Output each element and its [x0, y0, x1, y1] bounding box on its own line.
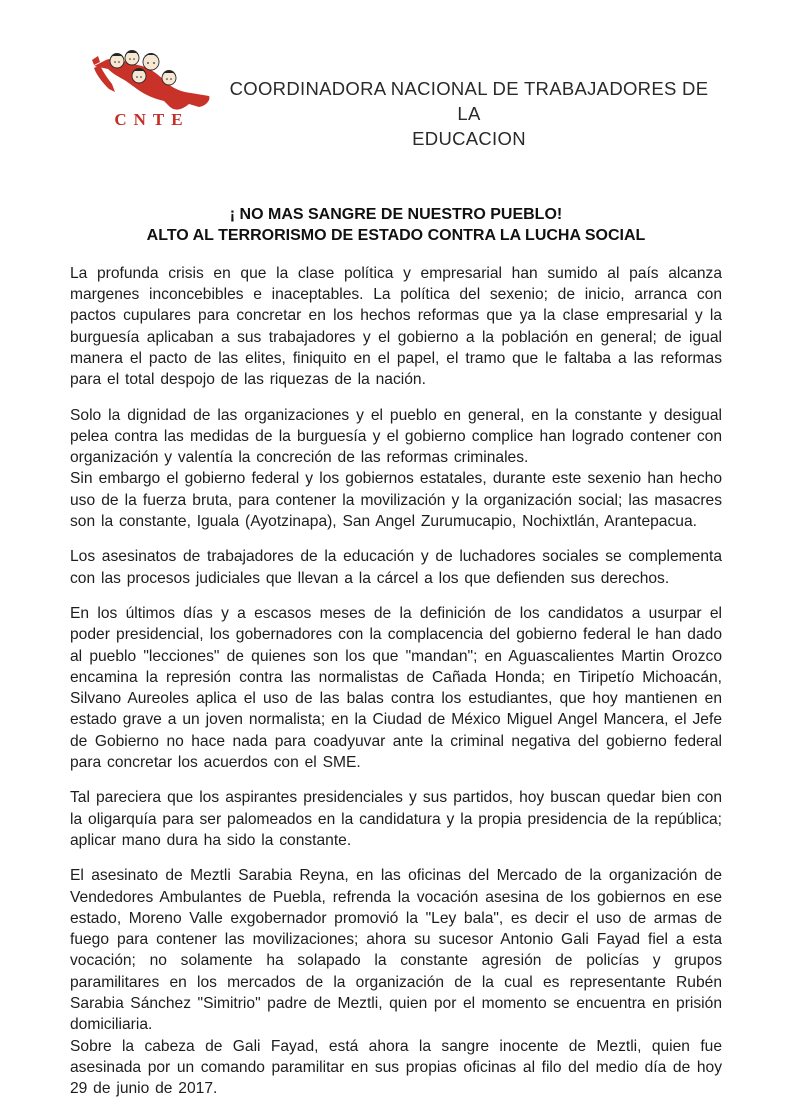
paragraph-7: El asesinato de Meztli Sarabia Reyna, en las oficinas del Mercado de la organización de Vendedores Ambulantes de Puebla, refrenda la vocación asesina de los gobiernos en ese estado, Moreno Valle exgobernador promovió la "Ley bala", es decir el uso de armas de fuego para contener las movilizaciones; ahora su sucesor Antonio Gali Fayad fiel a esta vocación; no solamente ha solapado la constante agresión de policías y grupos paramilitares en los mercados de la organización de la cual es representante Rubén Sarabia Sánchez "Simitrio" padre de Meztli, quien por el momento se encuentra en prisión domiciliaria. — [70, 867, 722, 1034]
document-body — [70, 263, 722, 1099]
logo-acronym: CNTE — [114, 110, 190, 129]
paragraph-4: Los asesinatos de trabajadores de la educación y de luchadores sociales se complementa con las procesos judiciales que llevan a la cárcel a los que defienden sus derechos. — [70, 548, 722, 587]
cnte-logo — [84, 50, 216, 130]
paragraph-5: En los últimos días y a escasos meses de la definición de los candidatos a usurpar el poder presidencial, los gobernadores con la complacencia del gobierno federal le han dado al pueblo "lecciones" de quienes son los que "mandan"; en Aguascalientes Martin Orozco encamina la represión contra las normalistas de Cañada Honda; en Tiripetío Michoacán, Silvano Aureoles aplica el uso de las balas contra los estudiantes, que hoy mantienen en estado grave a un joven normalista; en la Ciudad de México Miguel Angel Mancera, el Jefe de Gobierno no hace nada para coadyuvar ante la criminal negativa del gobierno federal para concretar los acuerdos con el SME. — [70, 604, 722, 772]
paragraph-1: La profunda crisis en que la clase política y empresarial han sumido al país alcanza margenes inconcebibles e inaceptables. La política del sexenio; de inicio, arranca con pactos cupulares para concretar en los hechos reformas que ya la clase empresarial y la burguesía aplicaban a sus trabajadores y el gobierno a la población en general; de igual manera el pacto de las elites, finiquito en el papel, el tramo que le faltaba a las reformas para el total despojo de las riquezas de la nación. — [70, 264, 722, 389]
org-name-line2: EDUCACION — [412, 128, 526, 150]
mexico-map-faces-icon — [84, 50, 216, 112]
document-header — [70, 50, 722, 164]
org-name-line1: COORDINADORA NACIONAL DE TRABAJADORES DE LA — [229, 78, 709, 125]
paragraph-2: Solo la dignidad de las organizaciones y el pueblo en general, en la constante y desigual pelea contra las medidas de la burguesía y el gobierno complice han logrado contener con organización y valentía la concreción de las reformas criminales. — [70, 406, 722, 467]
paragraph-8: Sobre la cabeza de Gali Fayad, está ahora la sangre inocente de Meztli, quien fue asesinada por un comando paramilitar en sus propias oficinas al filo del medio día de hoy 29 de junio de 2017. — [70, 1037, 722, 1098]
paragraph-3: Sin embargo el gobierno federal y los gobiernos estatales, durante este sexenio han hecho uso de la fuerza bruta, para contener la movilización y la organización social; las masacres son la constante, Iguala (Ayotzinapa), San Angel Zurumucapio, Nochixtlán, Arantepacua. — [70, 470, 722, 531]
headline-line2: ALTO AL TERRORISMO DE ESTADO CONTRA LA LUCHA SOCIAL — [146, 226, 646, 244]
paragraph-6: Tal pareciera que los aspirantes presidenciales y sus partidos, hoy buscan quedar bien con la oligarquía para ser palomeados en la candidatura y la propia presidencia de la república; aplicar mano dura ha sido la constante. — [70, 789, 722, 849]
org-name — [216, 62, 722, 151]
document-headline — [70, 204, 722, 246]
headline-line1: ¡ NO MAS SANGRE DE NUESTRO PUEBLO! — [229, 205, 563, 223]
